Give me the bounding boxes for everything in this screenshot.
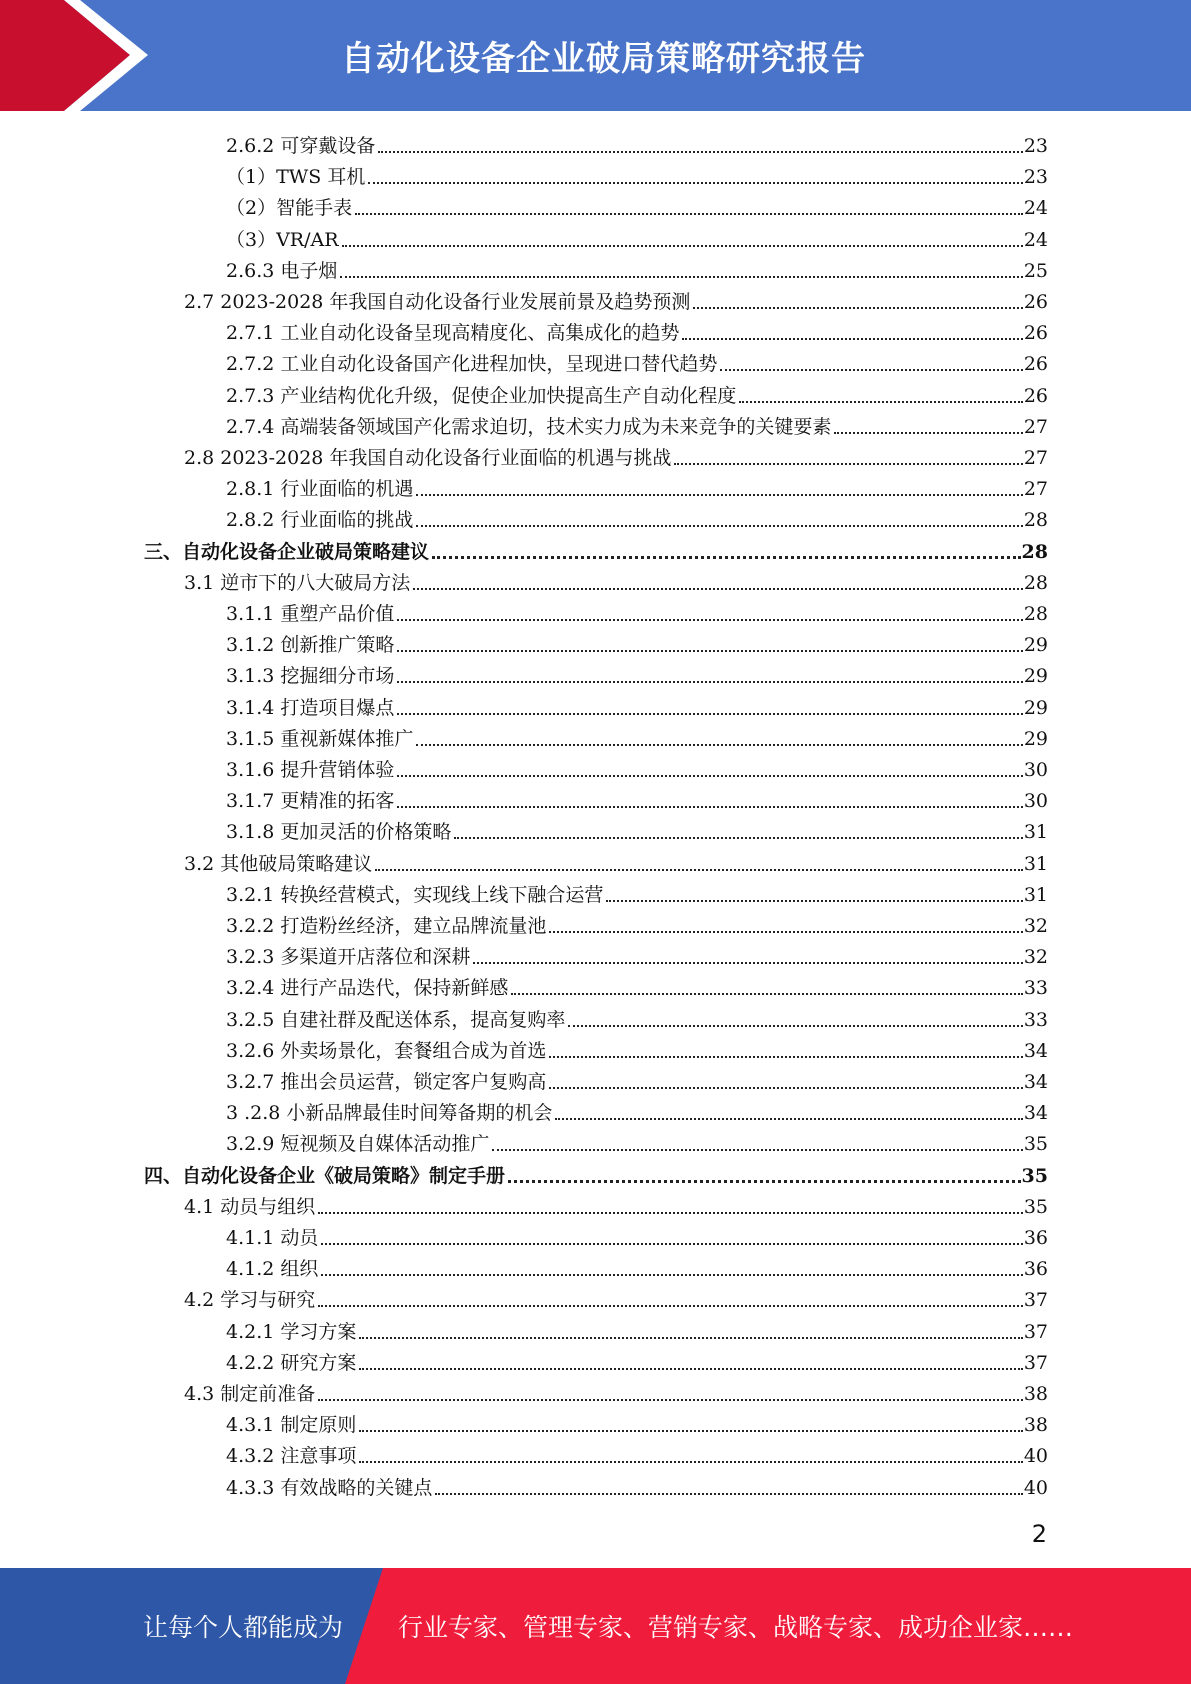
toc-entry-label: 3 .2.8 小新品牌最佳时间筹备期的机会 (226, 1102, 553, 1124)
toc-entry-page: 37 (1023, 1321, 1048, 1343)
toc-entry[interactable] (184, 564, 1048, 595)
toc-dot-leader (413, 586, 1023, 590)
page-footer (0, 1568, 1191, 1684)
toc-dot-leader (432, 554, 1021, 559)
toc-entry[interactable] (144, 1157, 1048, 1188)
toc-entry-page: 28 (1023, 509, 1048, 531)
toc-entry-label: 2.8 2023-2028 年我国自动化设备行业面临的机遇与挑战 (184, 447, 672, 469)
toc-dot-leader (555, 1116, 1022, 1120)
toc-entry-page: 29 (1023, 634, 1048, 656)
toc-entry-page: 38 (1023, 1414, 1048, 1436)
toc-dot-leader (318, 1397, 1023, 1401)
toc-entry-label: 3.1.2 创新推广策略 (226, 634, 395, 656)
toc-dot-leader (342, 243, 1023, 247)
toc-entry-label: 3.1.6 提升营销体验 (226, 759, 395, 781)
toc-entry-page: 30 (1023, 790, 1048, 812)
toc-entry-label: 3.2 其他破局策略建议 (184, 853, 373, 875)
toc-entry-page: 31 (1023, 884, 1048, 906)
toc-entry[interactable] (226, 626, 1048, 657)
toc-entry[interactable] (184, 283, 1048, 314)
toc-entry[interactable] (184, 1281, 1048, 1312)
toc-entry-page: 38 (1023, 1383, 1048, 1405)
toc-entry-page: 30 (1023, 759, 1048, 781)
toc-entry[interactable] (226, 969, 1048, 1000)
toc-entry[interactable] (226, 1094, 1048, 1125)
toc-dot-leader (739, 399, 1022, 403)
toc-dot-leader (834, 430, 1022, 434)
toc-entry[interactable] (226, 501, 1048, 532)
toc-dot-leader (397, 773, 1022, 777)
toc-entry[interactable] (226, 408, 1048, 439)
toc-entry-label: 2.6.3 电子烟 (226, 260, 338, 282)
toc-entry-page: 31 (1023, 853, 1048, 875)
toc-entry-label: 4.2.1 学习方案 (226, 1321, 357, 1343)
toc-entry-page: 23 (1023, 166, 1048, 188)
toc-entry-label: 2.7.2 工业自动化设备国产化进程加快，呈现进口替代趋势 (226, 353, 718, 375)
toc-entry-page: 35 (1023, 1196, 1048, 1218)
toc-entry-page: 34 (1023, 1040, 1048, 1062)
toc-entry[interactable] (226, 813, 1048, 844)
toc-dot-leader (321, 1272, 1022, 1276)
toc-entry-page: 28 (1021, 541, 1048, 563)
toc-dot-leader (397, 617, 1022, 621)
toc-entry-page: 37 (1023, 1289, 1048, 1311)
toc-entry[interactable] (184, 1375, 1048, 1406)
toc-entry-page: 26 (1023, 322, 1048, 344)
toc-entry[interactable] (226, 876, 1048, 907)
toc-entry[interactable] (226, 1313, 1048, 1344)
toc-entry-page: 32 (1023, 946, 1048, 968)
toc-entry-label: 四、自动化设备企业《破局策略》制定手册 (144, 1165, 506, 1187)
toc-entry[interactable] (184, 439, 1048, 470)
toc-entry-label: 3.2.4 进行产品迭代，保持新鲜感 (226, 977, 509, 999)
toc-dot-leader (340, 274, 1022, 278)
toc-entry-label: （3）VR/AR (226, 229, 339, 251)
toc-dot-leader (359, 1459, 1022, 1463)
toc-dot-leader (397, 804, 1022, 808)
footer-slogan-left: 让每个人都能成为 (143, 1613, 344, 1642)
toc-entry-page: 28 (1023, 603, 1048, 625)
toc-entry-label: 4.1.2 组织 (226, 1258, 319, 1280)
toc-entry-page: 32 (1023, 915, 1048, 937)
footer-slogan-right: 行业专家、管理专家、营销专家、战略专家、成功企业家…… (398, 1613, 1074, 1642)
toc-entry-label: 4.2 学习与研究 (184, 1289, 316, 1311)
toc-entry-page: 34 (1023, 1071, 1048, 1093)
toc-entry-label: 3.2.9 短视频及自媒体活动推广 (226, 1133, 490, 1155)
toc-entry-label: 3.2.7 推出会员运营，锁定客户复购高 (226, 1071, 547, 1093)
toc-entry-label: 4.1.1 动员 (226, 1227, 319, 1249)
toc-entry[interactable] (226, 1250, 1048, 1281)
toc-entry[interactable] (226, 158, 1048, 189)
toc-entry-page: 36 (1023, 1258, 1048, 1280)
toc-entry-label: 3.2.6 外卖场景化，套餐组合成为首选 (226, 1040, 547, 1062)
toc-entry-label: 2.8.1 行业面临的机遇 (226, 478, 414, 500)
toc-dot-leader (720, 367, 1022, 371)
toc-entry[interactable] (226, 1219, 1048, 1250)
toc-dot-leader (397, 679, 1022, 683)
toc-entry[interactable] (144, 533, 1048, 564)
toc-entry[interactable] (226, 1032, 1048, 1063)
toc-entry[interactable] (226, 751, 1048, 782)
toc-entry-label: （2）智能手表 (226, 197, 353, 219)
toc-entry-label: 4.3.1 制定原则 (226, 1414, 357, 1436)
toc-dot-leader (397, 711, 1022, 715)
toc-entry[interactable] (184, 1188, 1048, 1219)
toc-entry-label: 3.2.1 转换经营模式，实现线上线下融合运营 (226, 884, 604, 906)
toc-entry-label: 3.1.4 打造项目爆点 (226, 697, 395, 719)
toc-dot-leader (359, 1335, 1022, 1339)
toc-dot-leader (511, 991, 1022, 995)
toc-entry-page: 31 (1023, 821, 1048, 843)
toc-entry-page: 35 (1021, 1165, 1048, 1187)
toc-entry[interactable] (226, 252, 1048, 283)
toc-entry-label: 2.7.3 产业结构优化升级，促使企业加快提高生产自动化程度 (226, 385, 737, 407)
toc-dot-leader (378, 149, 1022, 153)
toc-entry-page: 33 (1023, 977, 1048, 999)
toc-entry[interactable] (226, 1406, 1048, 1437)
toc-dot-leader (318, 1303, 1023, 1307)
toc-entry-page: 37 (1023, 1352, 1048, 1374)
toc-entry[interactable] (226, 657, 1048, 688)
toc-entry-label: 3.1.5 重视新媒体推广 (226, 728, 414, 750)
toc-entry[interactable] (226, 1469, 1048, 1500)
toc-dot-leader (549, 1085, 1022, 1089)
toc-entry-page: 24 (1023, 229, 1048, 251)
toc-dot-leader (321, 1241, 1022, 1245)
toc-entry-label: 3.2.5 自建社群及配送体系，提高复购率 (226, 1009, 566, 1031)
toc-dot-leader (397, 648, 1022, 652)
toc-entry-label: 2.7.4 高端装备领域国产化需求迫切，技术实力成为未来竞争的关键要素 (226, 416, 832, 438)
toc-entry[interactable] (226, 127, 1048, 158)
toc-entry[interactable] (226, 377, 1048, 408)
toc-entry[interactable] (226, 189, 1048, 220)
toc-dot-leader (368, 180, 1022, 184)
toc-entry[interactable] (226, 720, 1048, 751)
toc-entry-label: 3.2.2 打造粉丝经济，建立品牌流量池 (226, 915, 547, 937)
toc-dot-leader (549, 929, 1022, 933)
toc-entry[interactable] (226, 595, 1048, 626)
toc-entry-page: 40 (1023, 1477, 1048, 1499)
toc-entry[interactable] (226, 1344, 1048, 1375)
toc-entry-label: 2.8.2 行业面临的挑战 (226, 509, 414, 531)
toc-dot-leader (359, 1428, 1022, 1432)
toc-entry-page: 29 (1023, 665, 1048, 687)
toc-entry[interactable] (226, 689, 1048, 720)
toc-entry[interactable] (226, 1437, 1048, 1468)
toc-entry-page: 28 (1023, 572, 1048, 594)
toc-entry[interactable] (226, 314, 1048, 345)
toc-entry-page: 26 (1023, 353, 1048, 375)
toc-dot-leader (435, 1491, 1022, 1495)
toc-dot-leader (355, 211, 1023, 215)
toc-entry[interactable] (226, 1125, 1048, 1156)
toc-entry[interactable] (226, 907, 1048, 938)
toc-entry-page: 34 (1023, 1102, 1048, 1124)
toc-entry-page: 29 (1023, 697, 1048, 719)
toc-entry-page: 35 (1023, 1133, 1048, 1155)
toc-dot-leader (674, 461, 1022, 465)
toc-entry-label: 4.3 制定前准备 (184, 1383, 316, 1405)
toc-entry-label: 3.1 逆市下的八大破局方法 (184, 572, 411, 594)
toc-entry[interactable] (226, 221, 1048, 252)
toc-entry-label: （1）TWS 耳机 (226, 166, 366, 188)
toc-dot-leader (318, 1210, 1023, 1214)
page-header (0, 0, 1191, 111)
toc-dot-leader (549, 1054, 1022, 1058)
toc-entry[interactable] (226, 782, 1048, 813)
toc-entry-page: 33 (1023, 1009, 1048, 1031)
toc-entry-page: 27 (1023, 416, 1048, 438)
toc-entry-label: 4.2.2 研究方案 (226, 1352, 357, 1374)
toc-entry-page: 27 (1023, 447, 1048, 469)
toc-dot-leader (508, 1178, 1021, 1183)
toc-entry-label: 3.2.3 多渠道开店落位和深耕 (226, 946, 471, 968)
toc-entry-page: 29 (1023, 728, 1048, 750)
toc-dot-leader (359, 1366, 1022, 1370)
toc-entry-label: 2.7.1 工业自动化设备呈现高精度化、高集成化的趋势 (226, 322, 680, 344)
toc-dot-leader (492, 1147, 1022, 1151)
toc-entry-label: 3.1.8 更加灵活的价格策略 (226, 821, 452, 843)
toc-entry[interactable] (226, 345, 1048, 376)
toc-entry-page: 26 (1023, 291, 1048, 313)
toc-dot-leader (568, 1023, 1022, 1027)
toc-dot-leader (682, 336, 1022, 340)
toc-entry-label: 3.1.7 更精准的拓客 (226, 790, 395, 812)
toc-entry-page: 26 (1023, 385, 1048, 407)
toc-dot-leader (416, 492, 1022, 496)
toc-entry-page: 36 (1023, 1227, 1048, 1249)
page-number: 2 (1031, 1520, 1047, 1548)
toc-entry-label: 2.6.2 可穿戴设备 (226, 135, 376, 157)
toc-entry[interactable] (226, 470, 1048, 501)
toc-entry-page: 40 (1023, 1445, 1048, 1467)
toc-entry-page: 24 (1023, 197, 1048, 219)
toc-entry-label: 4.3.3 有效战略的关键点 (226, 1477, 433, 1499)
toc-dot-leader (693, 305, 1022, 309)
toc-entry-page: 25 (1023, 260, 1048, 282)
toc-dot-leader (416, 523, 1022, 527)
toc-entry-label: 4.3.2 注意事项 (226, 1445, 357, 1467)
toc-entry-label: 4.1 动员与组织 (184, 1196, 316, 1218)
toc-entry-label: 三、自动化设备企业破局策略建议 (144, 541, 430, 563)
toc-dot-leader (375, 867, 1023, 871)
toc-entry-label: 3.1.3 挖掘细分市场 (226, 665, 395, 687)
toc-entry-label: 2.7 2023-2028 年我国自动化设备行业发展前景及趋势预测 (184, 291, 691, 313)
toc-entry[interactable] (226, 1063, 1048, 1094)
toc-entry[interactable] (226, 1001, 1048, 1032)
toc-entry[interactable] (226, 938, 1048, 969)
toc-entry-page: 23 (1023, 135, 1048, 157)
toc-dot-leader (473, 960, 1022, 964)
toc-dot-leader (454, 835, 1022, 839)
toc-entry-label: 3.1.1 重塑产品价值 (226, 603, 395, 625)
toc-dot-leader (416, 742, 1022, 746)
toc-entry-page: 27 (1023, 478, 1048, 500)
toc-dot-leader (606, 898, 1022, 902)
document-title: 自动化设备企业破局策略研究报告 (341, 39, 866, 79)
toc-entry[interactable] (184, 845, 1048, 876)
